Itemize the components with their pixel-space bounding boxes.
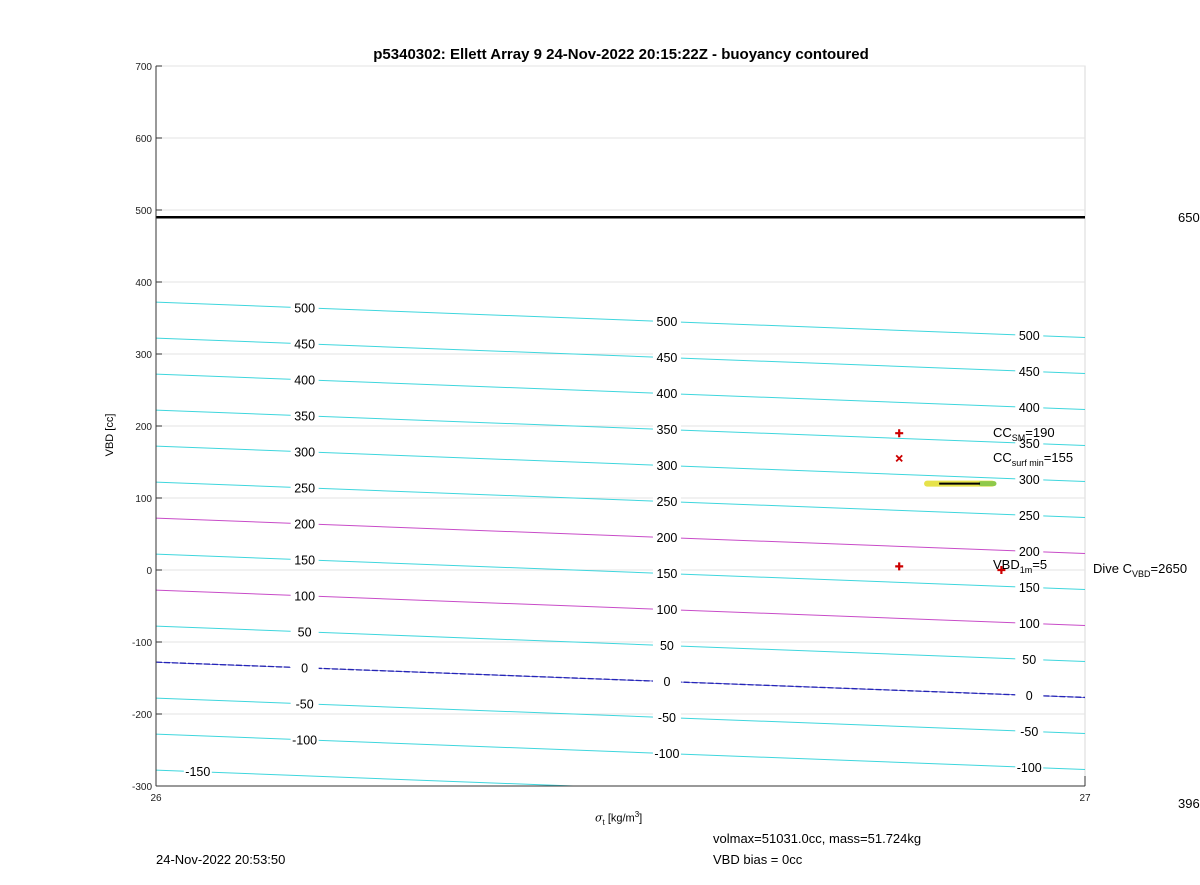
contour-label: 400 <box>1018 400 1040 415</box>
x-axis-label <box>595 810 642 827</box>
contour-label: 450 <box>294 337 316 352</box>
x-axis-units-close: ] <box>639 812 643 825</box>
y-tick-label: 200 <box>135 422 152 433</box>
contour-label: -100 <box>1016 760 1042 775</box>
contour-label: 250 <box>294 481 316 496</box>
contour-label: -50 <box>295 697 314 712</box>
contour-label: 100 <box>294 589 316 604</box>
y-tick-label: 100 <box>135 494 152 505</box>
contour-label: 450 <box>656 351 678 366</box>
contour-label: 100 <box>656 603 678 618</box>
annotation-dive-c-vbd <box>1093 561 1187 579</box>
contour-label: 400 <box>656 387 678 402</box>
annotation-cc-sm-value: =190 <box>1025 425 1055 440</box>
x-axis-symbol-sub: t <box>602 817 605 827</box>
contour-label: 50 <box>659 639 674 654</box>
y-tick-label: 400 <box>135 278 152 289</box>
contour-label: 350 <box>656 423 678 438</box>
contour-label: 300 <box>294 445 316 460</box>
x-axis-symbol: σ <box>595 811 603 825</box>
contour-label: 0 <box>663 675 671 690</box>
contour-label: 300 <box>656 459 678 474</box>
contour-label: -50 <box>1020 724 1039 739</box>
x-tick-label: 26 <box>150 793 162 804</box>
y-tick-label: -300 <box>131 782 152 793</box>
footer-volmax-mass: volmax=51031.0cc, mass=51.724kg <box>713 831 922 846</box>
y-tick-label: 700 <box>135 62 152 73</box>
contour-label: 250 <box>1018 508 1040 523</box>
contour-label: 500 <box>656 315 678 330</box>
y-axis-label: VBD [cc] <box>104 413 116 457</box>
annotation-cc-sm-main: CC <box>993 425 1012 440</box>
y-tick-label: -200 <box>131 710 152 721</box>
contour-label: 450 <box>1018 364 1040 379</box>
footer-vbd-bias: VBD bias = 0cc <box>713 852 803 867</box>
contour-label: -100 <box>654 747 680 762</box>
contour-label: 100 <box>1018 616 1040 631</box>
contour-label: 150 <box>656 567 678 582</box>
x-axis-units-sup: 3 <box>634 810 640 819</box>
contour-label: 350 <box>294 409 316 424</box>
contour-label: 500 <box>294 301 316 316</box>
y-tick-label: 500 <box>135 206 152 217</box>
contour-label: 200 <box>656 531 678 546</box>
annotation-dive-c-vbd-sub: VBD <box>1132 569 1151 579</box>
contour-label: 150 <box>1018 580 1040 595</box>
contour-label: 300 <box>1018 472 1040 487</box>
x-tick-label: 27 <box>1079 793 1091 804</box>
y-tick-label: 0 <box>146 566 152 577</box>
contour-label: 0 <box>1025 688 1033 703</box>
y-tick-label: 300 <box>135 350 152 361</box>
contour-label: -100 <box>292 733 318 748</box>
x-axis-units: [kg/m <box>607 812 635 825</box>
contour-label: 350 <box>1018 436 1040 451</box>
annotation-dive-c-vbd-value: =2650 <box>1150 561 1188 576</box>
annotation-vbd-1m-sub: 1m <box>1019 565 1033 575</box>
annotation-vbd-1m-main: VBD <box>993 557 1020 572</box>
chart-title: p5340302: Ellett Array 9 24-Nov-2022 20:15:22Z - buoyancy contoured <box>373 46 869 63</box>
contour-label: 250 <box>656 495 678 510</box>
contour-label: 50 <box>297 625 312 640</box>
annotation-cc-surf-min-main: CC <box>993 450 1012 465</box>
y-tick-label: -100 <box>131 638 152 649</box>
contour-label: -50 <box>657 711 676 726</box>
annotation-cc-surf-min-sub: surf min <box>1011 458 1044 468</box>
right-label-top: 650 <box>1178 210 1200 225</box>
right-label-bottom: 396 <box>1178 796 1200 811</box>
contour-label: 150 <box>294 553 316 568</box>
annotation-cc-surf-min-value: =155 <box>1043 450 1074 465</box>
contour-label: 200 <box>1018 544 1040 559</box>
annotation-cc-sm-sub: SM <box>1011 433 1026 443</box>
contour-label: 500 <box>1018 328 1040 343</box>
footer-timestamp: 24-Nov-2022 20:53:50 <box>156 852 286 867</box>
annotation-vbd-1m-value: =5 <box>1032 557 1048 572</box>
contour-label: -150 <box>185 765 211 780</box>
annotation-dive-c-vbd-main: Dive C <box>1093 561 1133 576</box>
contour-label: 200 <box>294 517 316 532</box>
y-tick-label: 600 <box>135 134 152 145</box>
contour-label: 50 <box>1022 652 1037 667</box>
contour-label: 0 <box>301 661 309 676</box>
contour-label: 400 <box>294 373 316 388</box>
